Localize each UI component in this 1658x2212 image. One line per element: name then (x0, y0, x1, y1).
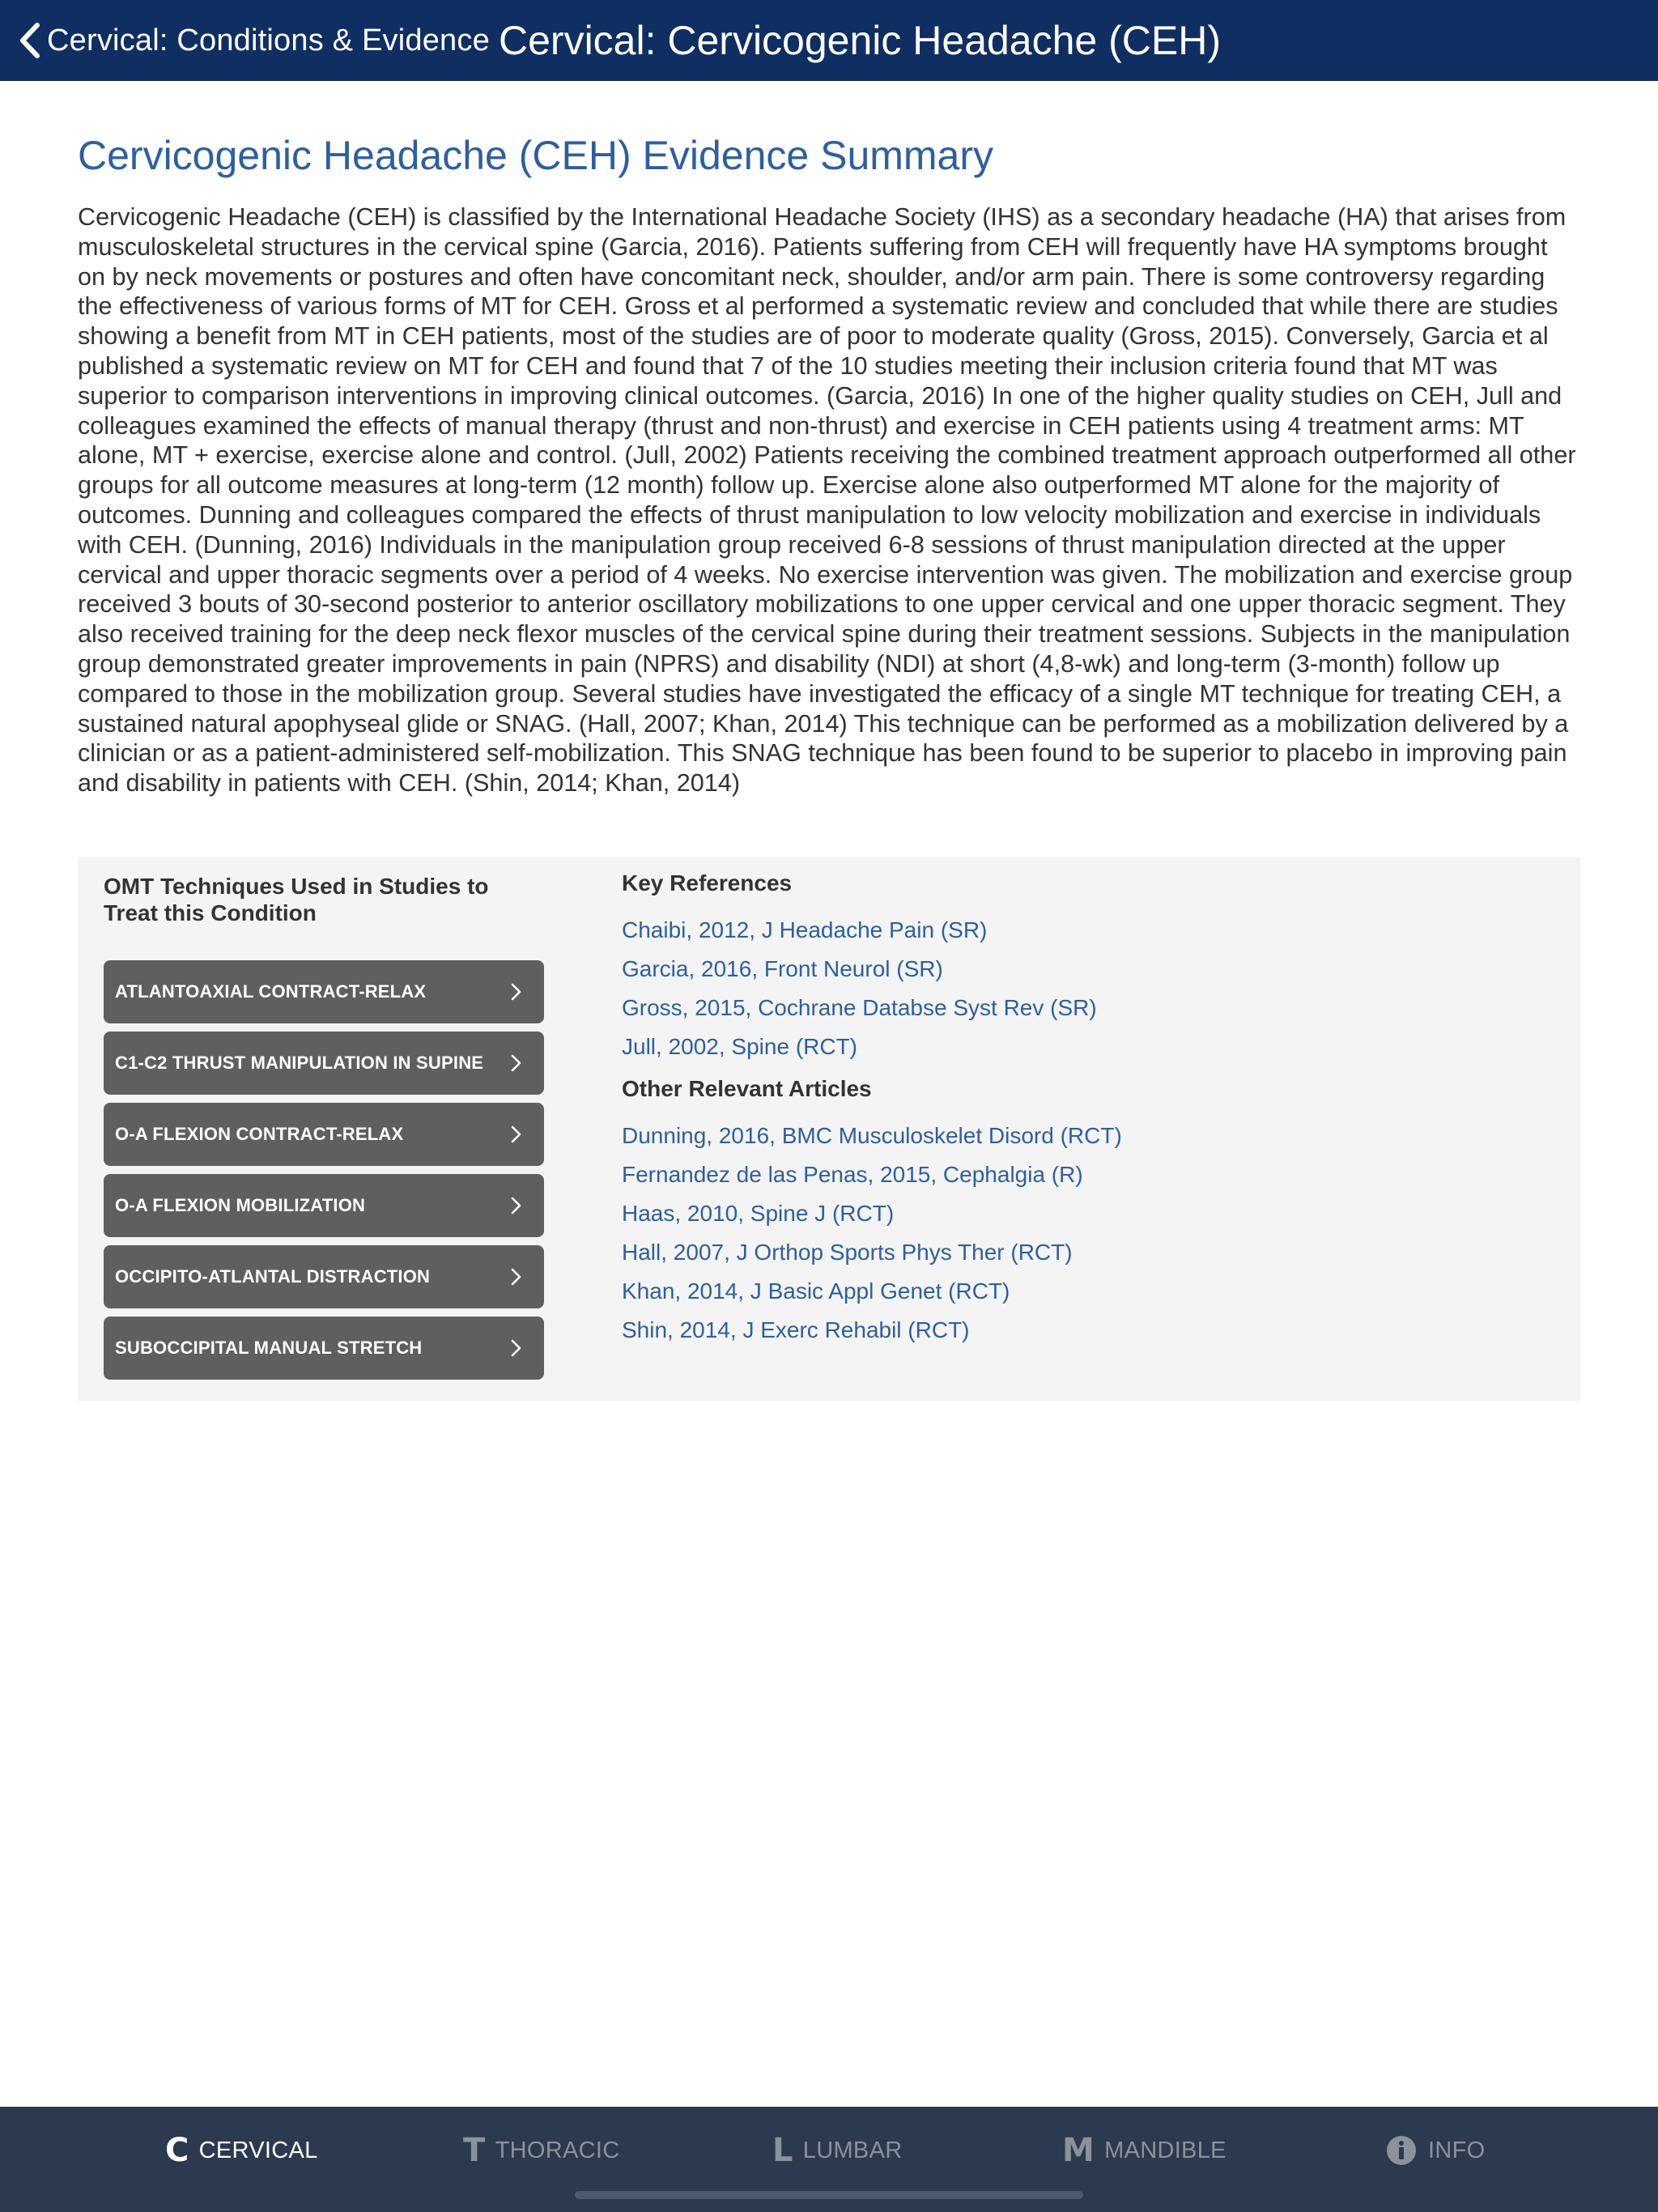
tab-info[interactable] (1386, 2131, 1485, 2170)
key-references-heading: Key References (622, 870, 793, 895)
reference-link[interactable]: Chaibi, 2012, J Headache Pain (SR) (622, 917, 988, 942)
evidence-summary-heading: Cervicogenic Headache (CEH) Evidence Summary (78, 133, 994, 178)
technique-list (104, 960, 544, 1388)
other-articles-heading: Other Relevant Articles (622, 1076, 872, 1101)
tab-lumbar[interactable] (772, 2131, 902, 2170)
thoracic-t-icon: T (463, 2132, 486, 2169)
chevron-right-icon (510, 1054, 521, 1072)
main-content (78, 130, 1580, 798)
chevron-right-icon (510, 983, 521, 1001)
page-title: Cervical: Cervicogenic Headache (CEH) (499, 18, 1221, 63)
omt-techniques-heading: OMT Techniques Used in Studies to Treat this Condition (104, 874, 489, 925)
tab-thoracic[interactable] (463, 2131, 619, 2170)
tab-label: LUMBAR (802, 2137, 903, 2163)
tab-label: CERVICAL (198, 2137, 318, 2163)
article-link[interactable]: Shin, 2014, J Exerc Rehabil (RCT) (622, 1317, 970, 1342)
chevron-right-icon (510, 1125, 521, 1143)
technique-label: O-A FLEXION CONTRACT-RELAX (115, 1124, 404, 1144)
cervical-c-icon: C (165, 2132, 189, 2169)
chevron-right-icon (510, 1268, 521, 1286)
chevron-right-icon (510, 1197, 521, 1214)
technique-button-oa-flexion-contract-relax[interactable] (104, 1103, 544, 1166)
chevron-left-icon (18, 22, 42, 59)
technique-label: C1-C2 THRUST MANIPULATION IN SUPINE (115, 1053, 484, 1073)
article-link[interactable]: Fernandez de las Penas, 2015, Cephalgia (R) (622, 1162, 1083, 1187)
home-indicator (575, 2191, 1083, 2199)
evidence-summary-text: Cervicogenic Headache (CEH) is classified by the International Headache Society (IHS) as a secondary headache (HA) that arises from musculoskeletal structures in the cervical spine (Garcia, 2016). Patients suffering from CEH will frequently have HA symptoms brought on by neck movements or postures and often have concomitant neck, shoulder, and/or arm pain. There is some controversy regarding the effectiveness of various forms of MT for CEH. Gross et al performed a systematic review and concluded that while there are studies showing a benefit from MT in CEH patients, most of the studies are of poor to moderate quality (Gross, 2015). Conversely, Garcia et al published a systematic review on MT for CEH and found that 7 of the 10 studies meeting their inclusion criteria found that MT was superior to comparison interventions in improving clinical outcomes. (Garcia, 2016) In one of the higher quality studies on CEH, Jull and colleagues examined the effects of manual therapy (thrust and non-thrust) and exercise in CEH patients using 4 treatment arms: MT alone, MT + exercise, exercise alone and control. (Jull, 2002) Patients receiving the combined treatment approach outperformed all other groups for all outcome measures at long-term (12 month) follow up. Exercise alone also outperformed MT alone for the majority of outcomes. Dunning and colleagues compared the effects of thrust manipulation to low velocity mobilization and exercise in individuals with CEH. (Dunning, 2016) Individuals in the manipulation group received 6-8 sessions of thrust manipulation directed at the upper cervical and upper thoracic segments over a period of 4 weeks. No exercise intervention was given. The mobilization and exercise group received 3 bouts of 30-second posterior to anterior oscillatory mobilizations to one upper cervical and one upper thoracic segment. They also received training for the deep neck flexor muscles of the cervical spine during their treatment sessions. Subjects in the manipulation group demonstrated greater improvements in pain (NPRS) and disability (NDI) at short (4,8-wk) and long-term (3-month) follow up compared to those in the mobilization group. Several studies have investigated the efficacy of a single MT technique for treating CEH, a sustained natural apophyseal glide or SNAG. (Hall, 2007; Khan, 2014) This technique can be performed as a mobilization delivered by a clinician or as a patient-administered self-mobilization. This SNAG technique has been found to be superior to placebo in improving pain and disability in patients with CEH. (Shin, 2014; Khan, 2014) (78, 203, 1576, 798)
technique-label: SUBOCCIPITAL MANUAL STRETCH (115, 1338, 423, 1358)
article-link[interactable]: Hall, 2007, J Orthop Sports Phys Ther (RCT) (622, 1240, 1073, 1265)
technique-label: OCCIPITO-ATLANTAL DISTRACTION (115, 1266, 431, 1287)
lumbar-l-icon: L (772, 2132, 793, 2169)
back-button-label: Cervical: Conditions & Evidence (47, 23, 490, 57)
article-link[interactable]: Dunning, 2016, BMC Musculoskelet Disord (RCT) (622, 1123, 1122, 1148)
info-icon (1386, 2135, 1417, 2166)
article-link[interactable]: Khan, 2014, J Basic Appl Genet (RCT) (622, 1278, 1010, 1304)
technique-button-c1-c2-thrust-manipulation[interactable] (104, 1032, 544, 1095)
technique-button-suboccipital-manual-stretch[interactable] (104, 1317, 544, 1380)
tab-label: THORACIC (495, 2137, 620, 2163)
technique-label: O-A FLEXION MOBILIZATION (115, 1195, 366, 1215)
back-button[interactable] (18, 18, 490, 63)
tab-label: INFO (1428, 2137, 1486, 2163)
techniques-references-panel (78, 857, 1580, 1401)
mandible-m-icon: M (1062, 2132, 1095, 2169)
technique-button-oa-flexion-mobilization[interactable] (104, 1174, 544, 1237)
tab-label: MANDIBLE (1104, 2137, 1226, 2163)
technique-button-occipito-atlantal-distraction[interactable] (104, 1245, 544, 1308)
navigation-bar (0, 0, 1658, 81)
chevron-right-icon (510, 1339, 521, 1357)
reference-link[interactable]: Gross, 2015, Cochrane Databse Syst Rev (SR) (622, 995, 1097, 1020)
article-link[interactable]: Haas, 2010, Spine J (RCT) (622, 1201, 895, 1226)
reference-link[interactable]: Garcia, 2016, Front Neurol (SR) (622, 956, 943, 981)
tab-mandible[interactable] (1062, 2131, 1226, 2170)
technique-label: ATLANTOAXIAL CONTRACT-RELAX (115, 981, 427, 1002)
technique-button-atlantoaxial-contract-relax[interactable] (104, 960, 544, 1023)
tab-cervical[interactable] (165, 2131, 318, 2170)
reference-link[interactable]: Jull, 2002, Spine (RCT) (622, 1034, 858, 1059)
references-section (622, 870, 1553, 1355)
